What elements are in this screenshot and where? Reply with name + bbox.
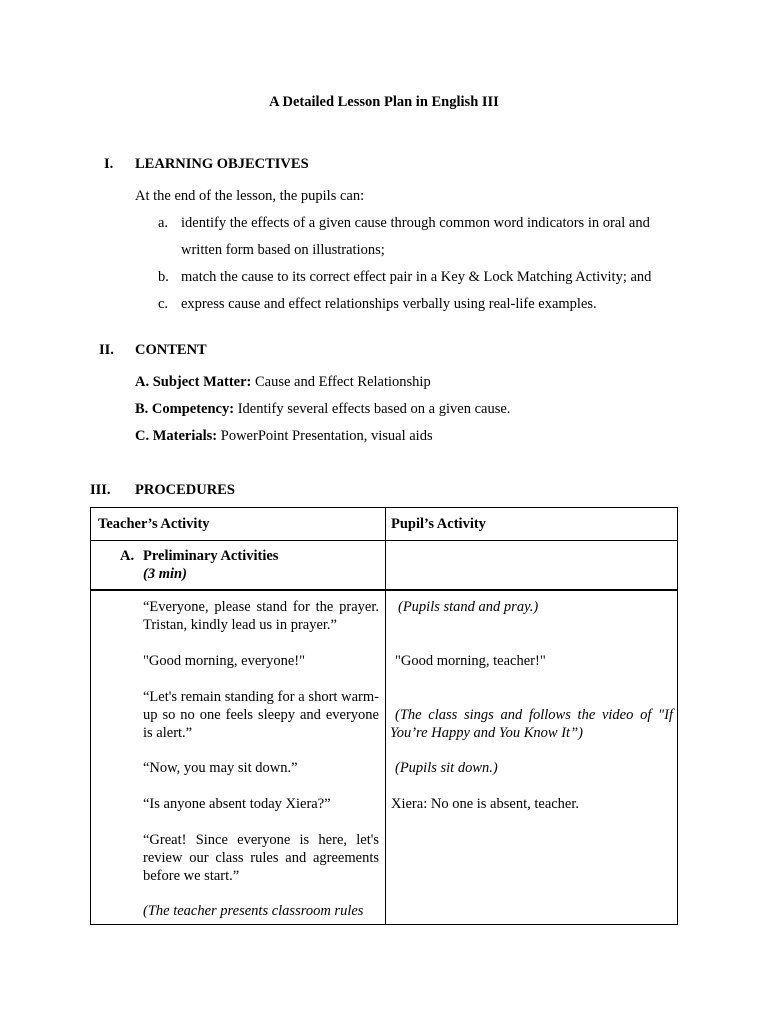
teacher-line-sit: “Now, you may sit down.” xyxy=(143,760,298,776)
objective-a-line1: identify the effects of a given cause through common word indicators in oral and xyxy=(181,215,650,231)
subsection-letter: A. xyxy=(120,548,135,564)
content-subject-matter xyxy=(135,374,431,391)
section-number-content: II. xyxy=(99,342,114,358)
content-value: Identify several effects based on a given cause. xyxy=(237,401,511,417)
content-materials xyxy=(135,428,433,445)
content-value: PowerPoint Presentation, visual aids xyxy=(220,428,433,444)
header-pupil-activity: Pupil’s Activity xyxy=(391,516,486,532)
teacher-line-warmup: “Let's remain standing for a short warm-up so no one feels sleepy and everyone is alert.” xyxy=(143,689,379,741)
teacher-line-attendance: “Is anyone absent today Xiera?” xyxy=(143,796,331,812)
subsection-title: Preliminary Activities xyxy=(143,548,279,564)
section-number-objectives: I. xyxy=(104,156,114,172)
content-value: Cause and Effect Relationship xyxy=(255,374,431,390)
section-heading-objectives: LEARNING OBJECTIVES xyxy=(135,156,309,172)
objectives-intro: At the end of the lesson, the pupils can: xyxy=(135,188,365,204)
section-number-procedures: III. xyxy=(90,482,111,498)
pupil-line-sit: (Pupils sit down.) xyxy=(395,760,498,776)
objective-letter-c: c. xyxy=(158,296,169,312)
content-label: A. Subject Matter: xyxy=(135,374,252,390)
page-title: A Detailed Lesson Plan in English III xyxy=(269,94,499,110)
section-heading-content: CONTENT xyxy=(135,342,207,358)
objective-letter-a: a. xyxy=(158,215,169,231)
teacher-line-rules: “Great! Since everyone is here, let's review our class rules and agreements before we start.” xyxy=(143,832,379,884)
content-label: C. Materials: xyxy=(135,428,218,444)
header-teacher-activity: Teacher’s Activity xyxy=(98,516,210,532)
objective-b-line1: match the cause to its correct effect pair in a Key & Lock Matching Activity; and xyxy=(181,269,652,285)
teacher-line-greeting: "Good morning, everyone!" xyxy=(143,653,306,669)
pupil-line-absent: Xiera: No one is absent, teacher. xyxy=(391,796,580,812)
objective-c-line1: express cause and effect relationships verbally using real-life examples. xyxy=(181,296,597,312)
content-label: B. Competency: xyxy=(135,401,235,417)
teacher-line-prayer: “Everyone, please stand for the prayer. Tristan, kindly lead us in prayer.” xyxy=(143,599,379,633)
section-heading-procedures: PROCEDURES xyxy=(135,482,235,498)
pupil-line-greeting: "Good morning, teacher!" xyxy=(395,653,546,669)
procedures-table xyxy=(90,507,678,925)
objective-letter-b: b. xyxy=(158,269,169,285)
teacher-line-presents-rules: (The teacher presents classroom rules xyxy=(143,903,364,919)
pupil-line-song: (The class sings and follows the video of "If You’re Happy and You Know It”) xyxy=(390,707,673,741)
objective-a-line2: written form based on illustrations; xyxy=(181,242,385,258)
pupil-line-pray: (Pupils stand and pray.) xyxy=(398,599,539,615)
subsection-time: (3 min) xyxy=(143,566,187,582)
content-competency xyxy=(135,401,510,418)
